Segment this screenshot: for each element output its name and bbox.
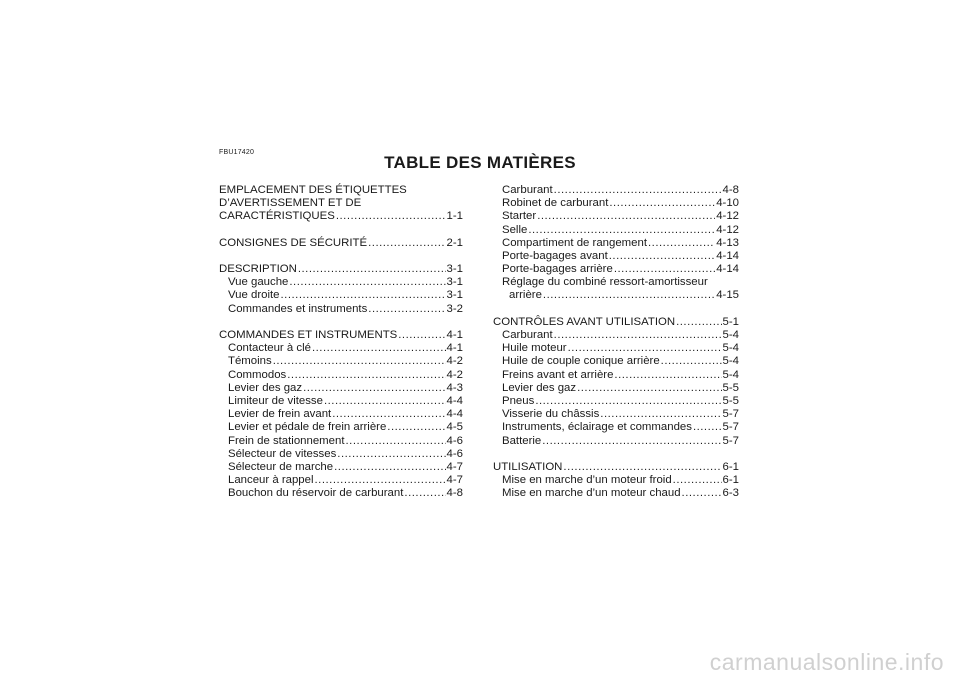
dot-leader [346,435,446,448]
toc-item[interactable] [219,435,463,448]
toc-page: 5-4 [722,329,739,342]
toc-left-column [219,184,463,501]
dot-leader [368,237,445,250]
toc-page: 4-5 [446,421,463,434]
toc-label: Batterie [502,434,542,447]
toc-page: 4-7 [446,460,463,473]
toc-item[interactable] [493,250,739,263]
toc-label: Limiteur de vitesse [228,394,323,407]
dot-leader [398,329,445,342]
dot-leader [609,197,715,210]
dot-leader [368,303,445,316]
dot-leader [281,289,446,302]
dot-leader [537,210,715,223]
toc-page: 3-1 [446,276,463,289]
toc-label: Levier et pédale de frein arrière [228,421,387,434]
watermark: carmanualsonline.info [709,649,944,675]
toc-item[interactable] [219,290,463,303]
toc-item[interactable] [493,184,739,197]
toc-section-3[interactable] [219,263,463,276]
dot-leader [337,448,445,461]
toc-right-column [493,184,739,501]
toc-label: Mise en marche d’un moteur froid [502,474,672,487]
page-title: TABLE DES MATIÈRES [384,153,576,172]
dot-leader [554,329,722,342]
toc-page: 6-1 [722,460,739,473]
toc-label: Levier des gaz [502,381,577,394]
dot-leader [693,421,722,434]
toc-label: arrière [509,289,542,302]
toc-page: 5-4 [722,355,739,368]
toc-item[interactable] [493,382,739,395]
dot-leader [298,263,446,276]
dot-leader [334,461,445,474]
toc-label: Commodos [228,368,287,381]
dot-leader [324,395,446,408]
toc-label: Instruments, éclairage et commandes [502,421,692,434]
toc-page: 5-4 [722,342,739,355]
toc-label: CONTRÔLES AVANT UTILISATION [493,315,676,328]
toc-label: Levier des gaz [228,381,303,394]
toc-label: Starter [502,210,537,223]
toc-page: 4-8 [722,183,739,196]
toc-label: CARACTÉRISTIQUES [219,210,335,223]
toc-item[interactable] [219,395,463,408]
toc-label: Compartiment de rangement [502,236,647,249]
toc-item[interactable] [219,303,463,316]
toc-label: Témoins [228,355,272,368]
toc-page: 4-10 [716,197,739,210]
toc-section-1[interactable] [219,210,463,223]
toc-label: Levier de frein avant [228,408,332,421]
toc-item[interactable] [219,276,463,289]
dot-leader [332,408,445,421]
dot-leader [273,355,446,368]
toc-label: Porte-bagages avant [502,249,608,262]
toc-item[interactable] [493,329,739,342]
toc-page: 6-3 [722,487,739,500]
dot-leader [648,237,715,250]
toc-page: 4-12 [716,223,739,236]
toc-item[interactable] [219,487,463,500]
toc-item[interactable] [493,197,739,210]
toc-page: 3-1 [446,263,463,276]
toc-label: Robinet de carburant [502,197,609,210]
dot-leader [614,263,715,276]
dot-leader [287,369,445,382]
toc-item[interactable] [219,448,463,461]
toc-label: UTILISATION [493,460,563,473]
toc-label: Carburant [502,183,553,196]
toc-item[interactable] [493,237,739,250]
toc-page: 5-7 [722,408,739,421]
toc-item[interactable] [493,224,739,237]
dot-leader [303,382,445,395]
dot-leader [600,408,721,421]
toc-item[interactable] [219,474,463,487]
toc-page: 6-1 [722,474,739,487]
dot-leader [535,395,721,408]
toc-item[interactable] [219,355,463,368]
toc-page: 1-1 [446,210,463,223]
toc-item[interactable] [493,395,739,408]
dot-leader [661,355,722,368]
toc-item[interactable] [219,461,463,474]
dot-leader [543,289,715,302]
toc-label: Huile moteur [502,342,567,355]
dot-leader [563,461,721,474]
toc-item[interactable] [219,369,463,382]
toc-item[interactable] [493,210,739,223]
toc-item[interactable] [493,421,739,434]
toc-page: 4-4 [446,408,463,421]
dot-leader [568,342,722,355]
toc-item[interactable] [219,342,463,355]
toc-page: 4-12 [716,210,739,223]
toc-page: 5-4 [722,368,739,381]
toc-page: 4-1 [446,342,463,355]
toc-label: Sélecteur de marche [228,460,334,473]
toc-page: 4-6 [446,447,463,460]
dot-leader [315,474,446,487]
dot-leader [682,487,722,500]
toc-item[interactable] [493,355,739,368]
toc-page: 4-7 [446,474,463,487]
toc-item[interactable] [219,421,463,434]
toc-label: Lanceur à rappel [228,474,314,487]
toc-page: 4-14 [716,249,739,262]
toc-item[interactable] [493,435,739,448]
toc-label: Vue droite [228,289,280,302]
toc-page: 4-8 [446,487,463,500]
toc-page: 4-1 [446,329,463,342]
toc-label: Pneus [502,394,535,407]
toc-page: 4-6 [446,434,463,447]
dot-leader [312,342,446,355]
toc-label: Commandes et instruments [228,302,368,315]
toc-item[interactable] [493,342,739,355]
toc-label: COMMANDES ET INSTRUMENTS [219,329,398,342]
toc-item[interactable] [493,408,739,421]
toc-page: 5-5 [722,381,739,394]
dot-leader [387,421,445,434]
dot-leader [404,487,445,500]
toc-section-5[interactable] [493,316,739,329]
dot-leader [528,224,715,237]
toc-section-1-line2: D’AVERTISSEMENT ET DE [219,197,362,210]
dot-leader [577,382,721,395]
dot-leader [676,316,721,329]
toc-page: 4-3 [446,381,463,394]
toc-item[interactable] [493,487,739,500]
toc-page: 4-4 [446,394,463,407]
toc-label: Vue gauche [228,276,289,289]
toc-label: CONSIGNES DE SÉCURITÉ [219,236,368,249]
toc-page: 5-5 [722,394,739,407]
document-code: FBU17420 [219,149,255,156]
toc-section-2[interactable] [219,237,463,250]
toc-page: 4-13 [716,236,739,249]
dot-leader [542,435,721,448]
toc-item[interactable] [219,408,463,421]
toc-item[interactable] [493,263,739,276]
toc-label: Mise en marche d’un moteur chaud [502,487,681,500]
toc-section-6[interactable] [493,461,739,474]
toc-section-1-line1: EMPLACEMENT DES ÉTIQUETTES [219,184,407,196]
toc-label: Contacteur à clé [228,342,311,355]
toc-page: 4-15 [716,289,739,302]
toc-item[interactable] [493,474,739,487]
toc-label: Carburant [502,329,553,342]
toc-item[interactable] [219,382,463,395]
toc-page: 3-1 [446,289,463,302]
dot-leader [289,276,445,289]
dot-leader [673,474,722,487]
dot-leader [554,184,722,197]
toc-label: Selle [502,223,528,236]
toc-label: Sélecteur de vitesses [228,447,337,460]
toc-item-line1: Réglage du combiné ressort-amortisseur [502,276,708,289]
toc-page: 4-14 [716,263,739,276]
toc-label: Visserie du châssis [502,408,600,421]
toc-page: 2-1 [446,236,463,249]
toc-page: 3-2 [446,302,463,315]
dot-leader [609,250,715,263]
toc-label: Bouchon du réservoir de carburant [228,487,404,500]
dot-leader [614,369,721,382]
toc-page: 5-1 [722,315,739,328]
toc-section-4[interactable] [219,329,463,342]
toc-item[interactable] [493,290,739,303]
toc-label: DESCRIPTION [219,263,297,276]
toc-label: Frein de stationnement [228,434,345,447]
toc-page: 4-2 [446,368,463,381]
toc-page: 4-2 [446,355,463,368]
toc-label: Freins avant et arrière [502,368,614,381]
toc-page: 5-7 [722,421,739,434]
dot-leader [336,210,446,223]
toc-page: 5-7 [722,434,739,447]
toc-label: Huile de couple conique arrière [502,355,660,368]
toc-item[interactable] [493,369,739,382]
toc-label: Porte-bagages arrière [502,263,613,276]
